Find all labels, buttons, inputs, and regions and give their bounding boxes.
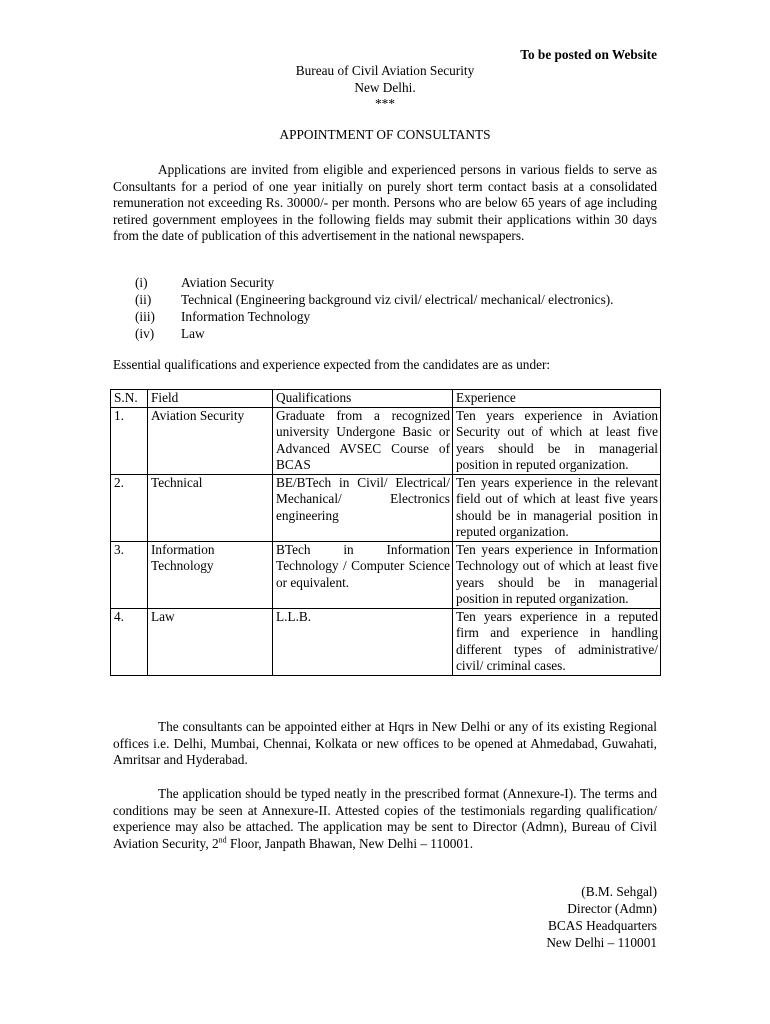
cell-experience: Ten years experience in Information Technology out of which at least five years should be in managerial position in reputed organization. (453, 541, 661, 608)
page-title: APPOINTMENT OF CONSULTANTS (279, 127, 491, 142)
application-text-part2: Floor, Janpath Bhawan, New Delhi – 110001. (226, 835, 474, 851)
list-item-number: (i) (135, 275, 148, 290)
table-row (111, 541, 661, 608)
list-item-number: (ii) (135, 292, 152, 307)
cell-field: Law (148, 608, 273, 675)
list-item (135, 275, 655, 292)
offices-text: The consultants can be appointed either at Hqrs in New Delhi or any of its existing Regional offices i.e. Delhi, Mumbai, Chennai, Kolkata or new offices to be opened at Ahmedabad, Guwahati, Amritsar and Hyderabad. (113, 719, 657, 767)
cell-experience: Ten years experience in the relevant field out of which at least five years should be in managerial position in reputed organization. (453, 474, 661, 541)
application-paragraph (113, 786, 657, 852)
floor-superscript: nd (218, 835, 227, 845)
offices-paragraph (113, 719, 657, 769)
list-item-text: Information Technology (181, 309, 311, 324)
cell-sn: 3. (111, 541, 148, 608)
intro-text: Applications are invited from eligible and experienced persons in various fields to serve as Consultants for a period of one year initially on purely short term contact basis at a consolidated remuneration not exceeding Rs. 30000/- per month. Persons who are below 65 years of age including retired government employees in the following fields may submit their applications within 30 days from the date of publication of this advertisement in the national newspapers. (113, 162, 657, 243)
org-name: Bureau of Civil Aviation Security (295, 63, 475, 78)
header-qualifications: Qualifications (273, 390, 453, 408)
cell-field: Technical (148, 474, 273, 541)
cell-sn: 2. (111, 474, 148, 541)
application-text (113, 786, 657, 852)
cell-sn: 1. (111, 407, 148, 474)
application-text-part1: The application should be typed neatly in the prescribed format (Annexure-I). The terms and conditions may be seen at Annexure-II. Attested copies of the testimonials regarding qualification/ experience may also be attached. The application may be sent to Director (Admn), Bureau of Civil Aviation Security, 2 (113, 786, 657, 851)
table-row (111, 608, 661, 675)
table-row (111, 474, 661, 541)
list-item-text: Aviation Security (181, 275, 275, 290)
header-experience: Experience (453, 390, 661, 408)
header-field: Field (148, 390, 273, 408)
list-item-number: (iii) (135, 309, 155, 324)
table-header-row (111, 390, 661, 408)
signatory-city: New Delhi – 110001 (546, 935, 657, 950)
fields-list (135, 275, 655, 343)
signatory-office: BCAS Headquarters (548, 918, 657, 933)
cell-experience: Ten years experience in a reputed firm and experience in handling different types of administrative/ civil/ criminal cases. (453, 608, 661, 675)
cell-qualifications: BTech in Information Technology / Computer Science or equivalent. (273, 541, 453, 608)
separator: *** (375, 96, 395, 111)
qualifications-table (110, 389, 661, 676)
signatory-name: (B.M. Sehgal) (581, 884, 657, 899)
cell-qualifications: L.L.B. (273, 608, 453, 675)
posted-note: To be posted on Website (520, 47, 657, 62)
header-sn: S.N. (111, 390, 148, 408)
list-item (135, 309, 655, 326)
list-item-number: (iv) (135, 326, 155, 341)
qualifications-intro: Essential qualifications and experience expected from the candidates are as under: (113, 357, 551, 372)
table-row (111, 407, 661, 474)
cell-field: Aviation Security (148, 407, 273, 474)
cell-sn: 4. (111, 608, 148, 675)
list-item (135, 326, 655, 343)
list-item-text: Technical (Engineering background viz civil/ electrical/ mechanical/ electronics). (181, 292, 614, 307)
signatory-designation: Director (Admn) (567, 901, 657, 916)
intro-paragraph (113, 162, 657, 245)
cell-experience: Ten years experience in Aviation Security out of which at least five years should be in managerial position in reputed organization. (453, 407, 661, 474)
cell-qualifications: Graduate from a recognized university Undergone Basic or Advanced AVSEC Course of BCAS (273, 407, 453, 474)
cell-field: Information Technology (148, 541, 273, 608)
cell-qualifications: BE/BTech in Civil/ Electrical/ Mechanical/ Electronics engineering (273, 474, 453, 541)
list-item-text: Law (181, 326, 205, 341)
list-item (135, 292, 655, 309)
org-city: New Delhi. (354, 80, 416, 95)
